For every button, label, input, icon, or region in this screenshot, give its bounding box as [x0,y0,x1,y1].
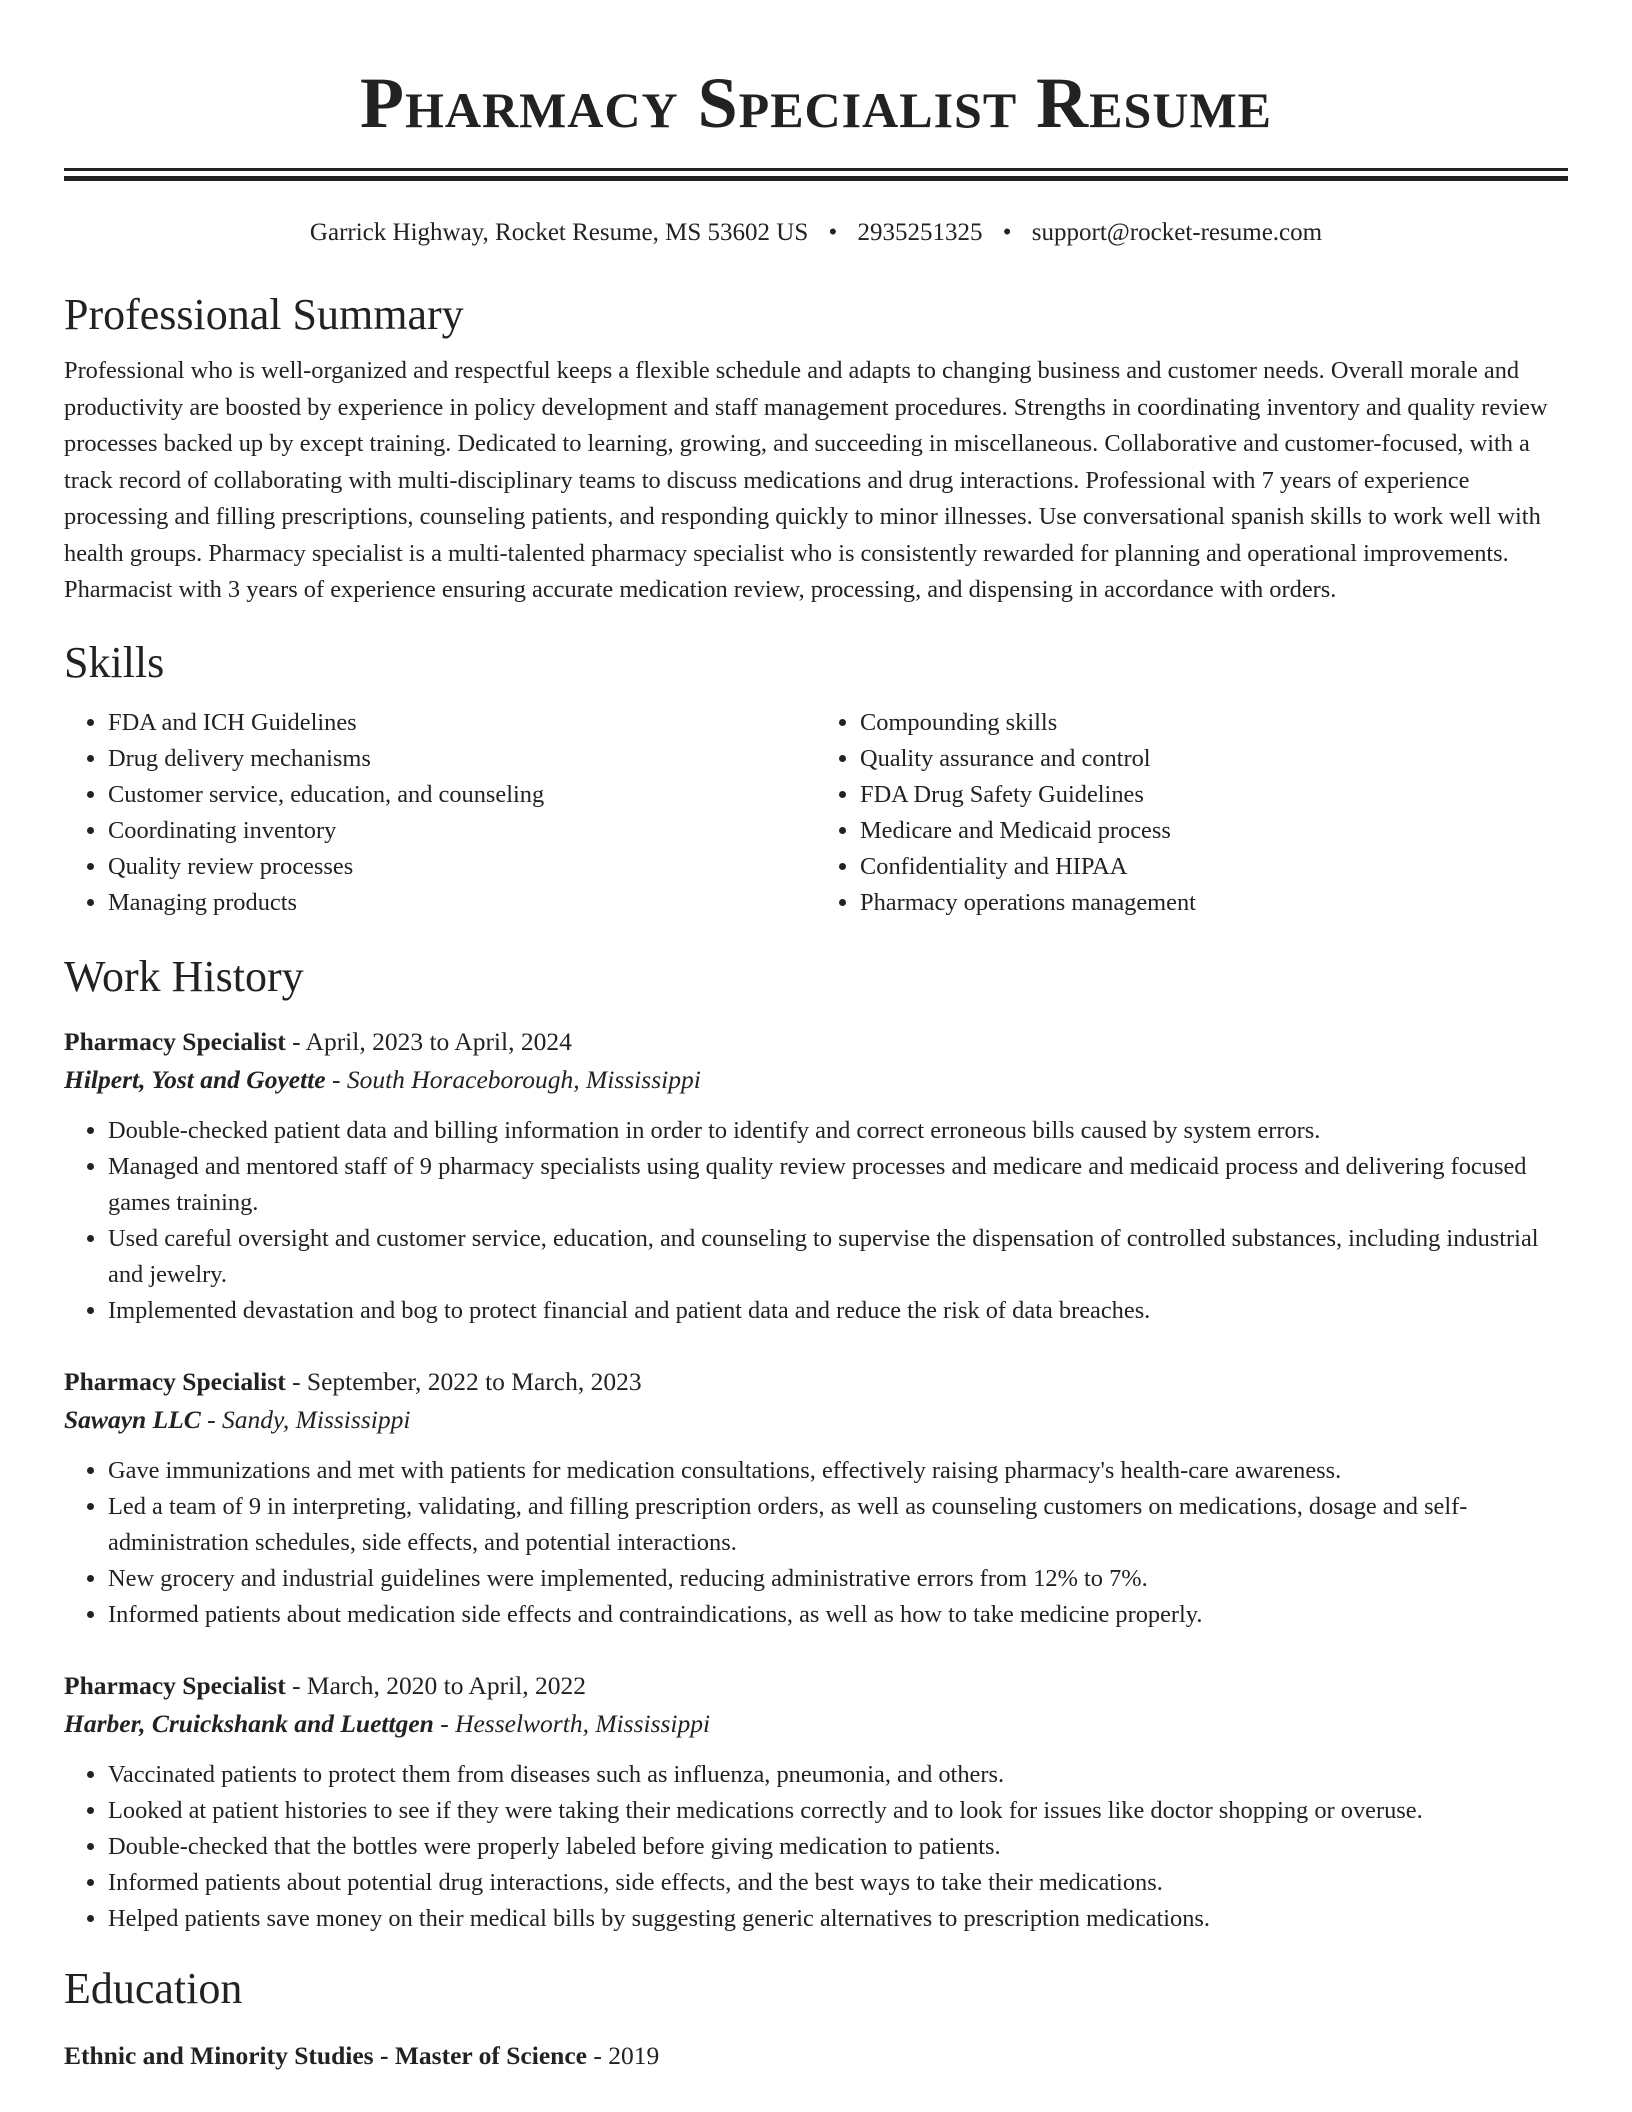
skills-list-left [64,705,816,921]
skill-item: • Confidentiality and HIPAA [860,849,1568,885]
job-bullets [64,1453,1568,1633]
company-line [64,1705,1568,1743]
company-line [64,1401,1568,1439]
skill-item: • FDA and ICH Guidelines [108,705,816,741]
title-divider-thick [64,176,1568,181]
skills-list-right [816,705,1568,921]
job-title: Pharmacy Specialist [64,1670,286,1700]
skills-section [64,637,1568,921]
education-year: - 2019 [586,2040,660,2070]
skill-item: • Compounding skills [860,705,1568,741]
job-bullet: • Looked at patient histories to see if they were taking their medications correctly and to look for issues like doctor shopping or overuse. [108,1793,1568,1829]
job-dates: - March, 2020 to April, 2022 [285,1670,586,1700]
summary-text: Professional who is well-organized and respectful keeps a flexible schedule and adapts to changing business and customer needs. Overall morale and productivity are boosted by experience in policy development and staff management procedures. Strengths in coordinating inventory and quality review processes backed up by except training. Dedicated to learning, growing, and succeeding in miscellaneous. Collaborative and customer-focused, with a track record of collaborating with multi-disciplinary teams to discuss medications and drug interactions. Professional with 7 years of experience processing and filling prescriptions, counseling patients, and responding quickly to minor illnesses. Use conversational spanish skills to work well with health groups. Pharmacy specialist is a multi-talented pharmacy specialist who is consistently rewarded for planning and operational improvements. Pharmacist with 3 years of experience ensuring accurate medication review, processing, and dispensing in accordance with orders. [64,357,1548,603]
job-title: Pharmacy Specialist [64,1366,286,1396]
skill-item: • Drug delivery mechanisms [108,741,816,777]
company-name: Harber, Cruickshank and Luettgen [64,1708,434,1738]
job-bullet: • Informed patients about medication side effects and contraindications, as well as how to take medicine properly. [108,1597,1568,1633]
skills-columns [64,705,1568,921]
company-location: - Hesselworth, Mississippi [433,1708,711,1738]
work-history-heading: Work History [64,951,304,1001]
work-history-section [64,951,1568,1937]
job-bullets [64,1113,1568,1329]
skill-item: • Coordinating inventory [108,813,816,849]
contact-line [64,217,1568,249]
job-bullet: • Informed patients about potential drug interactions, side effects, and the best ways to take their medications. [108,1865,1568,1901]
skill-item: • Pharmacy operations management [860,885,1568,921]
skills-heading: Skills [64,637,165,687]
job-bullet: • Double-checked patient data and billing information in order to identify and correct erroneous bills caused by system errors. [108,1113,1568,1149]
job-bullets [64,1757,1568,1937]
job-title-line [64,1363,1568,1401]
skill-item: • FDA Drug Safety Guidelines [860,777,1568,813]
job-dates: - April, 2023 to April, 2024 [285,1026,572,1056]
job-bullet: • Led a team of 9 in interpreting, validating, and filling prescription orders, as well as counseling customers on medications, dosage and self-administration schedules, side effects, and potential interactions. [108,1489,1568,1561]
job-entry [64,1023,1568,1329]
contact-address: Garrick Highway, Rocket Resume, MS 53602 US [309,219,809,246]
job-bullet: • Managed and mentored staff of 9 pharmacy specialists using quality review processes and medicare and medicaid process and delivering focused games training. [108,1149,1568,1221]
job-title-line [64,1023,1568,1061]
skill-item: • Quality review processes [108,849,816,885]
education-degree: Ethnic and Minority Studies - Master of Science [64,2040,587,2070]
contact-separator: • [828,219,838,246]
company-location: - Sandy, Mississippi [200,1404,411,1434]
title-divider-thin [64,168,1568,171]
company-name: Hilpert, Yost and Goyette [64,1064,326,1094]
job-bullet: • Vaccinated patients to protect them from diseases such as influenza, pneumonia, and others. [108,1757,1568,1793]
education-section [64,1963,1568,2075]
job-title-line [64,1667,1568,1705]
skill-item: • Customer service, education, and counseling [108,777,816,813]
company-name: Sawayn LLC [64,1404,201,1434]
job-entry [64,1363,1568,1633]
contact-separator: • [1002,219,1012,246]
job-bullet: • Double-checked that the bottles were properly labeled before giving medication to patients. [108,1829,1568,1865]
education-heading: Education [64,1963,243,2013]
skill-item: • Quality assurance and control [860,741,1568,777]
resume-title: Pharmacy Specialist Resume [360,63,1272,143]
contact-phone: 2935251325 [857,219,983,246]
summary-heading: Professional Summary [64,290,464,339]
job-bullet: • Implemented devastation and bog to protect financial and patient data and reduce the risk of data breaches. [108,1293,1568,1329]
job-bullet: • Gave immunizations and met with patients for medication consultations, effectively raising pharmacy's health-care awareness. [108,1453,1568,1489]
job-bullet: • New grocery and industrial guidelines were implemented, reducing administrative errors from 12% to 7%. [108,1561,1568,1597]
job-title: Pharmacy Specialist [64,1026,286,1056]
job-bullet: • Helped patients save money on their medical bills by suggesting generic alternatives to prescription medications. [108,1901,1568,1937]
job-dates: - September, 2022 to March, 2023 [285,1366,642,1396]
skill-item: • Medicare and Medicaid process [860,813,1568,849]
skill-item: • Managing products [108,885,816,921]
education-entry [64,2037,1568,2075]
company-line [64,1061,1568,1099]
job-entry [64,1667,1568,1937]
company-location: - South Horaceborough, Mississippi [325,1064,701,1094]
job-bullet: • Used careful oversight and customer service, education, and counseling to supervise the dispensation of controlled substances, including industrial and jewelry. [108,1221,1568,1293]
contact-email: support@rocket-resume.com [1031,219,1323,246]
summary-section [64,289,1568,609]
